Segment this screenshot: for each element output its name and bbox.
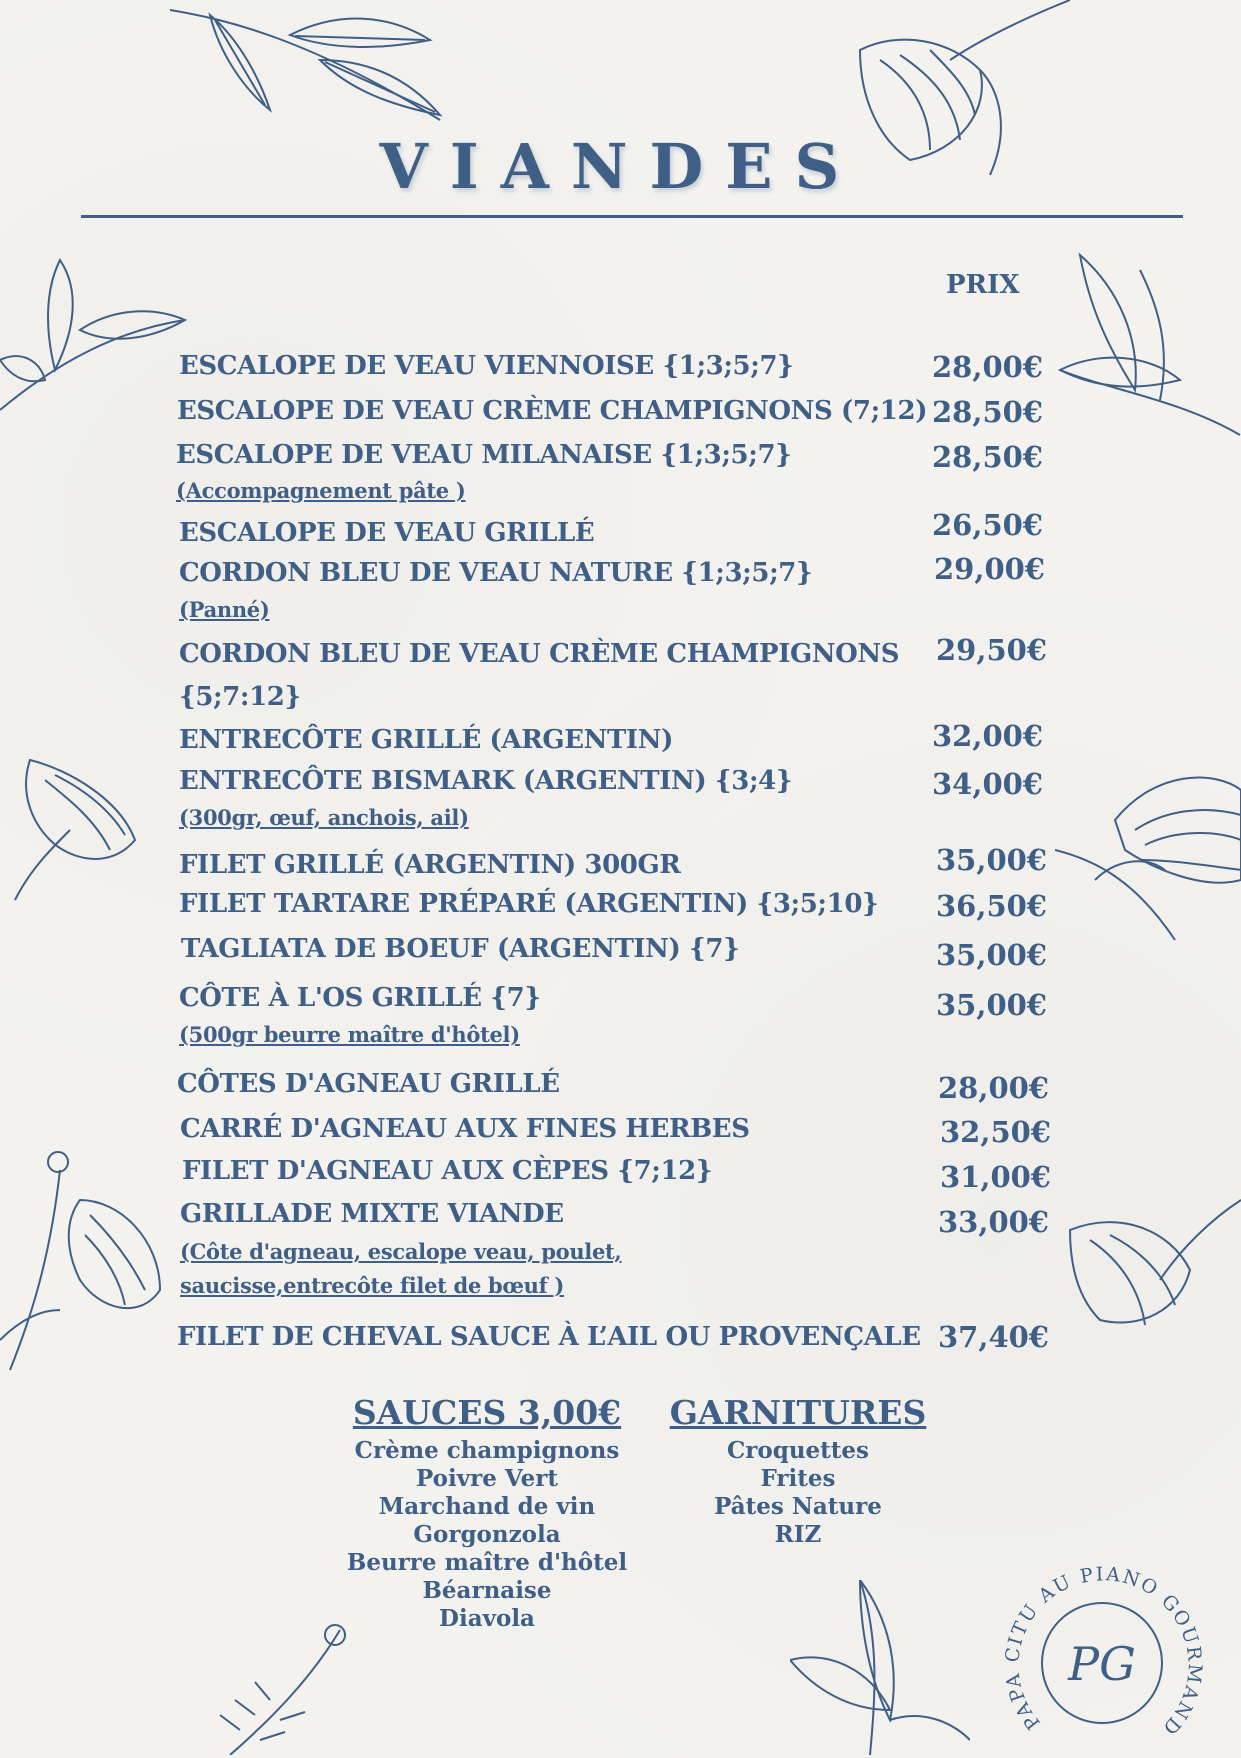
restaurant-logo-seal <box>996 1548 1206 1758</box>
flower-right-lower-icon <box>1060 1190 1241 1360</box>
menu-item-price: 28,50€ <box>932 440 1043 474</box>
menu-item-price: 28,00€ <box>932 350 1043 384</box>
flower-bottom-left-icon <box>0 1140 170 1380</box>
menu-item-name: FILET GRILLÉ (ARGENTIN) 300GR <box>179 850 681 880</box>
garniture-item: Frites <box>760 1465 836 1492</box>
floral-stem-bottom-icon <box>210 1620 360 1755</box>
menu-item-note: (500gr beurre maître d'hôtel) <box>179 1022 520 1047</box>
flower-left-icon <box>0 750 150 910</box>
garnitures-heading: GARNITURES <box>669 1393 927 1432</box>
menu-item-name: ENTRECÔTE GRILLÉ (ARGENTIN) <box>179 725 673 755</box>
flower-right-icon <box>1055 760 1241 950</box>
menu-item-name: CÔTE À L'OS GRILLÉ {7} <box>179 983 541 1013</box>
menu-item-name: TAGLIATA DE BOEUF (ARGENTIN) {7} <box>181 934 740 964</box>
menu-item-price: 35,00€ <box>936 938 1047 972</box>
floral-leaves-top-left-icon <box>170 0 450 125</box>
garniture-item: Pâtes Nature <box>714 1493 882 1520</box>
garniture-item: RIZ <box>774 1521 822 1548</box>
menu-item-name: CÔTES D'AGNEAU GRILLÉ <box>177 1069 560 1099</box>
floral-leaves-right-icon <box>1040 250 1241 440</box>
menu-item-name-cont: {5;7:12} <box>179 682 301 712</box>
menu-item-price: 37,40€ <box>938 1320 1049 1354</box>
sauces-heading: SAUCES 3,00€ <box>352 1393 622 1432</box>
menu-item-price: 31,00€ <box>940 1160 1051 1194</box>
menu-item-note: (Panné) <box>179 597 270 622</box>
menu-item-price: 33,00€ <box>938 1205 1049 1239</box>
sauces-list <box>332 1437 642 1633</box>
menu-item-name: ESCALOPE DE VEAU CRÈME CHAMPIGNONS (7;12) <box>177 396 928 426</box>
sauce-item: Crème champignons <box>354 1437 620 1464</box>
sauce-item: Gorgonzola <box>413 1521 561 1548</box>
menu-item-name: GRILLADE MIXTE VIANDE <box>180 1199 564 1229</box>
logo-ring-text: PAPA CITU AU PIANO GOURMAND <box>1001 1563 1206 1741</box>
menu-item-price: 36,50€ <box>936 889 1047 923</box>
garnitures-list <box>668 1437 928 1549</box>
menu-item-price: 34,00€ <box>932 767 1043 801</box>
menu-item-name: ESCALOPE DE VEAU MILANAISE {1;3;5;7} <box>176 440 792 470</box>
menu-item-price: 28,50€ <box>932 395 1043 429</box>
title-divider <box>81 215 1183 218</box>
menu-item-note: (300gr, œuf, anchois, ail) <box>179 805 469 830</box>
menu-item-note-cont: saucisse,entrecôte filet de bœuf ) <box>180 1273 565 1298</box>
sauce-item: Poivre Vert <box>416 1465 558 1492</box>
menu-item-name: CORDON BLEU DE VEAU CRÈME CHAMPIGNONS <box>179 639 900 669</box>
page-title: VIANDES <box>379 130 862 203</box>
floral-leaves-bottom-icon <box>790 1580 970 1755</box>
menu-item-price: 35,00€ <box>936 988 1047 1022</box>
menu-item-name: CORDON BLEU DE VEAU NATURE {1;3;5;7} <box>179 558 813 588</box>
menu-item-name: ENTRECÔTE BISMARK (ARGENTIN) {3;4} <box>179 766 793 796</box>
menu-item-price: 29,00€ <box>934 552 1045 586</box>
sauce-item: Béarnaise <box>422 1577 552 1604</box>
sauce-item: Beurre maître d'hôtel <box>346 1549 628 1576</box>
price-column-header: PRIX <box>946 270 1020 300</box>
garniture-item: Croquettes <box>726 1437 870 1464</box>
sauce-item: Marchand de vin <box>378 1493 596 1520</box>
menu-item-name: ESCALOPE DE VEAU GRILLÉ <box>179 518 595 548</box>
floral-leaves-left-icon <box>0 250 190 420</box>
menu-item-note: (Côte d'agneau, escalope veau, poulet, <box>180 1239 622 1264</box>
menu-item-price: 29,50€ <box>936 633 1047 667</box>
menu-item-price: 32,00€ <box>932 719 1043 753</box>
menu-item-note: (Accompagnement pâte ) <box>176 478 466 503</box>
sauce-item: Diavola <box>439 1605 535 1632</box>
menu-item-price: 35,00€ <box>936 843 1047 877</box>
menu-item-price: 32,50€ <box>940 1115 1051 1149</box>
logo-monogram: PG <box>1068 1637 1136 1691</box>
menu-item-price: 26,50€ <box>932 508 1043 542</box>
menu-item-name: FILET DE CHEVAL SAUCE À L’AIL OU PROVENÇALE <box>177 1322 921 1352</box>
menu-item-name: CARRÉ D'AGNEAU AUX FINES HERBES <box>180 1114 750 1144</box>
menu-item-price: 28,00€ <box>938 1071 1049 1105</box>
menu-item-name: FILET TARTARE PRÉPARÉ (ARGENTIN) {3;5;10} <box>179 889 879 919</box>
menu-item-name: ESCALOPE DE VEAU VIENNOISE {1;3;5;7} <box>179 351 794 381</box>
menu-item-name: FILET D'AGNEAU AUX CÈPES {7;12} <box>182 1156 713 1186</box>
